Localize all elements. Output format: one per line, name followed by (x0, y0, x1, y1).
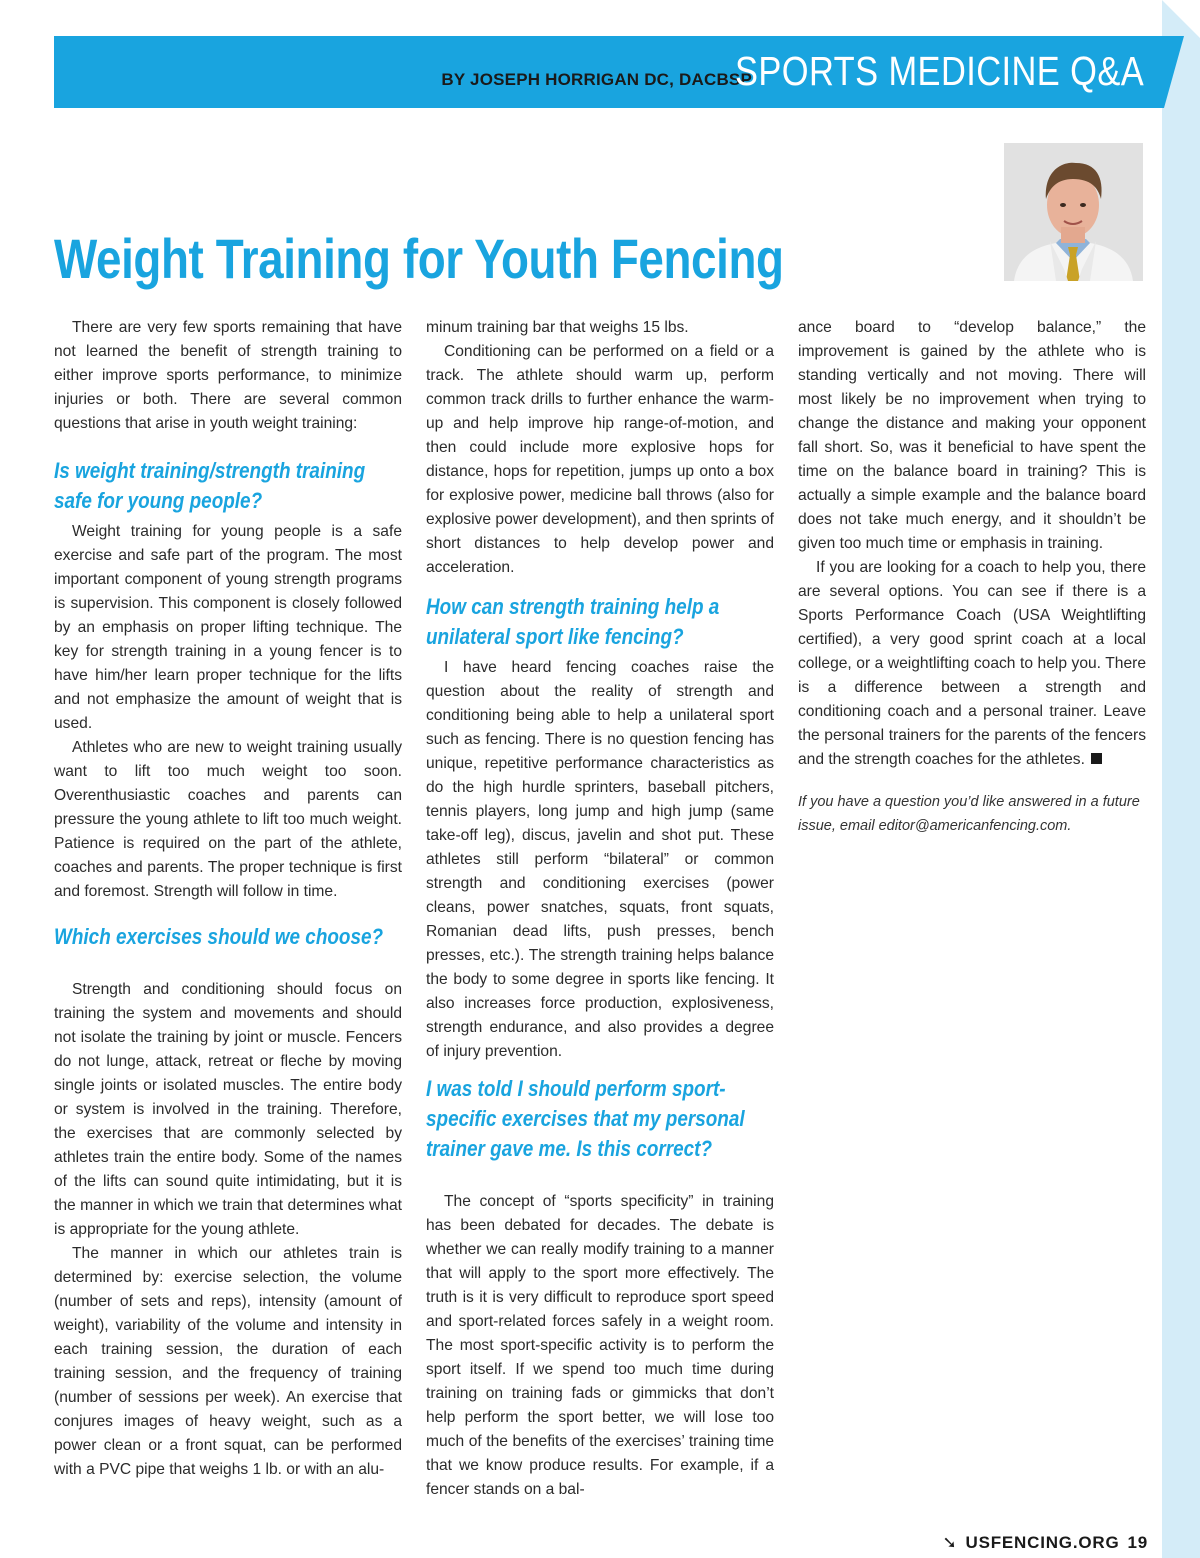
question-heading-3: How can strength training help a unilateral sport like fencing? (426, 594, 720, 649)
arrow-down-right-icon: ➘ (942, 1533, 958, 1552)
header-notch (1164, 36, 1184, 108)
reader-note: If you have a question you’d like answered in a future issue, email editor@americanfencing.com. (798, 794, 1140, 834)
page-number: 19 (1127, 1533, 1148, 1552)
body-paragraph: Strength and conditioning should focus on training the system and movements and should not isolate the training by joint or muscle. Fencers do not lunge, attack, retreat or fleche by moving single joints or isolated muscles. The entire body or system is involved in the training. Therefore, the exercises that are commonly selected by athletes train the entire body. Some of the names of the lifts can sound quite intimidating, but it is the manner in which we train that determines what is appropriate for the young athlete. (54, 981, 402, 1238)
body-paragraph: Weight training for young people is a safe exercise and safe part of the program. The most important component of young strength programs is supervision. This component is closely followed by an emphasis on proper lifting technique. The key for strength training in a young fencer is to have him/her learn proper technique for the lifts and not emphasize the amount of weight that is used. (54, 523, 402, 732)
author-portrait-icon (1004, 143, 1143, 281)
column-2 (426, 316, 774, 1502)
article-title: Weight Training for Youth Fencing (54, 227, 784, 290)
column-3 (798, 316, 1146, 838)
body-paragraph: Conditioning can be performed on a field or a track. The athlete should warm up, perform common track drills to further enhance the warm-up and help improve hip range-of-motion, and then could include more explosive hops for distance, hops for repetition, jumps up onto a box for explosive power, medicine ball throws (also for explosive power development), and then sprints of short distances to help develop power and acceleration. (426, 343, 774, 576)
footer-site[interactable]: USFENCING.ORG (965, 1533, 1120, 1552)
end-of-article-mark (1091, 753, 1102, 764)
column-1 (54, 316, 402, 1482)
closing-paragraph (798, 556, 1146, 772)
page-fold (1162, 0, 1200, 38)
byline: BY JOSEPH HORRIGAN DC, DACBSP (441, 70, 752, 89)
body-paragraph: The manner in which our athletes train is determined by: exercise selection, the volume (number of sets and reps), intensity (amount of weight), variability of the volume and intensity in each training session, the duration of each training session, and the frequency of training (number of sessions per week). An exercise that conjures images of heavy weight, such as a power clean or a front squat, can be performed with a PVC pipe that weighs 1 lb. or with an alu- (54, 1245, 402, 1478)
body-paragraph: minum training bar that weighs 15 lbs. (426, 319, 689, 336)
body-paragraph: I have heard fencing coaches raise the question about the reality of strength and conditioning being able to help a unilateral sport such as fencing. There is no question fencing has unique, repetitive performance characteristics as do the high hurdle sprinters, baseball pitchers, tennis players, long jump and high jump (same take-off leg), discus, javelin and shot put. These athletes still perform “bilateral” or common strength and conditioning exercises (power cleans, power snatches, squats, front squats, Romanian dead lifts, push presses, bench presses, etc.). The strength training helps balance the body to some degree in sports like fencing. It also increases force production, explosiveness, strength endurance, and also provides a degree of injury prevention. (426, 659, 774, 1060)
body-paragraph: The concept of “sports specificity” in training has been debated for decades. The debate is whether we can really modify training to a manner that will apply to the sport more effectively. The truth is it is very difficult to reproduce sport speed and sport-related forces safely in a weight room. The most sport-specific activity is to perform the sport itself. If we spend too much time during training on training fads or gimmicks that don’t help perform the sport better, we will lose too much of the benefits of the exercises’ training time that we know produce results. For example, if a fencer stands on a bal- (426, 1193, 774, 1498)
section-title: SPORTS MEDICINE Q&A (734, 48, 1144, 94)
body-paragraph: Athletes who are new to weight training usually want to lift too much weight too soon. Overenthusiastic coaches and parents can pressure the young athlete to lift too much weight. Patience is required on the part of the athlete, coaches and parents. The proper technique is first and foremost. Strength will follow in time. (54, 739, 402, 900)
body-paragraph: ance board to “develop balance,” the improvement is gained by the athlete who is standing vertically and not moving. There will most likely be no improvement when trying to change the distance and making your opponent fall short. So, was it beneficial to have spent the time on the balance board in training? This is actually a simple example and the balance board does not take much energy, and it shouldn’t be given too much time or emphasis in training. (798, 319, 1146, 552)
author-photo (1004, 143, 1143, 281)
footer (942, 1533, 1148, 1553)
question-heading-4: I was told I should perform sport-specific exercises that my personal trainer gave me. Is this correct? (426, 1076, 745, 1161)
intro-paragraph: There are very few sports remaining that have not learned the benefit of strength training to either improve sports performance, to minimize injuries or both. There are several common questions that arise in youth weight training: (54, 319, 402, 432)
question-heading-2: Which exercises should we choose? (54, 924, 384, 949)
closing-text: If you are looking for a coach to help you, there are several options. You can see if there is a Sports Performance Coach (USA Weightlifting certified), a very good sprint coach at a local college, or a weightlifting coach to help you. There is a difference between a strength and conditioning coach and a personal trainer. Leave the personal trainers for the parents of the fencers and the strength coaches for the athletes. (798, 559, 1146, 768)
question-heading-1: Is weight training/strength training safe for young people? (54, 458, 366, 513)
side-strip (1162, 0, 1200, 1558)
